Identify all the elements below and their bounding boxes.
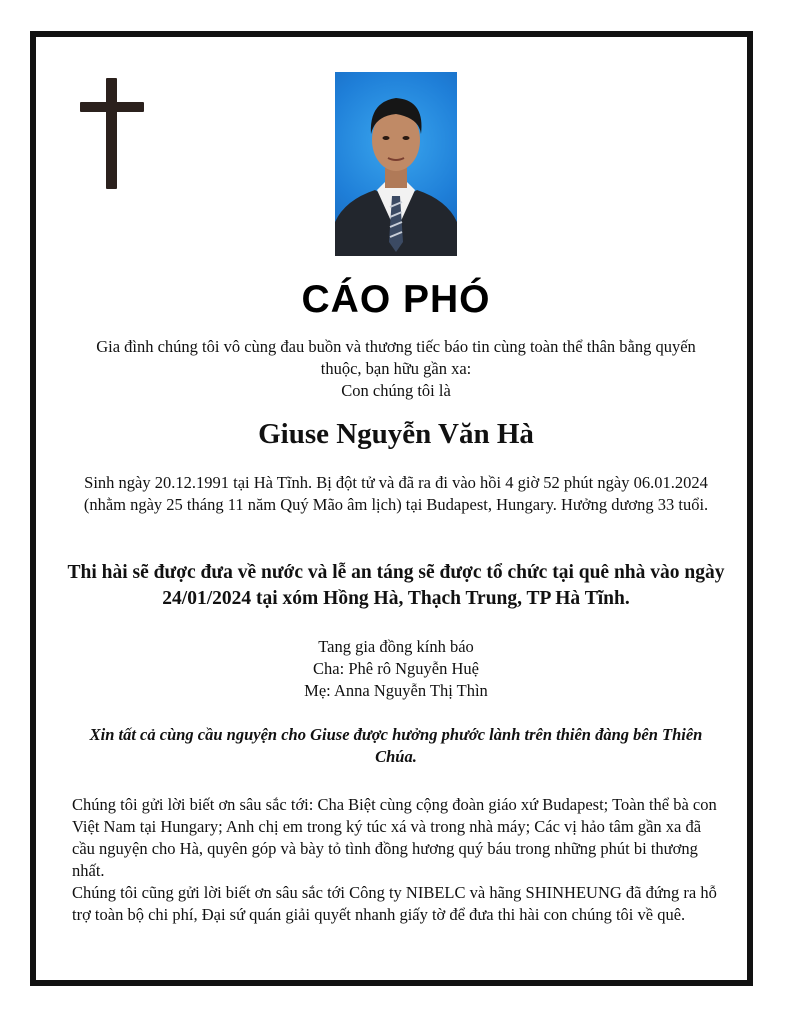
funeral-announcement: Thi hài sẽ được đưa về nước và lễ an táng sẽ được tổ chức tại quê nhà vào ngày 24/01/2024 tại xóm Hồng Hà, Thạch Trung, TP Hà Tĩnh. [67, 562, 725, 609]
cross-icon [80, 78, 144, 190]
father-name: Cha: Phê rô Nguyễn Huệ [313, 659, 479, 678]
thanks-section [72, 794, 722, 926]
family-signature [0, 636, 792, 702]
intro-text [0, 336, 792, 402]
intro-line: Gia đình chúng tôi vô cùng đau buồn và thương tiếc báo tin cùng toàn thể thân bằng quyến thuộc, bạn hữu gần xa: [96, 337, 696, 378]
thanks-paragraph: Chúng tôi cũng gửi lời biết ơn sâu sắc tới Công ty NIBELC và hãng SHINHEUNG đã đứng ra hỗ trợ toàn bộ chi phí, Đại sứ quán giải quyết nhanh giấy tờ để đưa thi hài con chúng tôi về quê. [72, 883, 717, 924]
thanks-paragraph: Chúng tôi gửi lời biết ơn sâu sắc tới: Cha Biệt cùng cộng đoàn giáo xứ Budapest; Toàn thể bà con Việt Nam tại Hungary; Anh chị em trong ký túc xá và trong nhà máy; Các vị hảo tâm gần xa đã cầu nguyện cho Hà, quyên góp và bày tỏ tình đồng hương quý báu trong những phút bi thương nhất. [72, 795, 717, 880]
deceased-name: Giuse Nguyễn Văn Hà [258, 418, 534, 450]
prayer-text: Xin tất cả cùng cầu nguyện cho Giuse được hưởng phước lành trên thiên đàng bên Thiên Chúa. [89, 725, 703, 766]
mother-name: Mẹ: Anna Nguyễn Thị Thìn [304, 681, 488, 700]
intro-line: Con chúng tôi là [341, 381, 451, 400]
birth-death-details: Sinh ngày 20.12.1991 tại Hà Tĩnh. Bị đột tử và đã ra đi vào hồi 4 giờ 52 phút ngày 06.01.2024 (nhằm ngày 25 tháng 11 năm Quý Mão âm lịch) tại Budapest, Hungary. Hưởng dương 33 tuổi. [83, 473, 709, 514]
page-title: CÁO PHÓ [301, 278, 491, 321]
family-heading: Tang gia đồng kính báo [318, 637, 474, 656]
portrait-photo [335, 72, 457, 256]
